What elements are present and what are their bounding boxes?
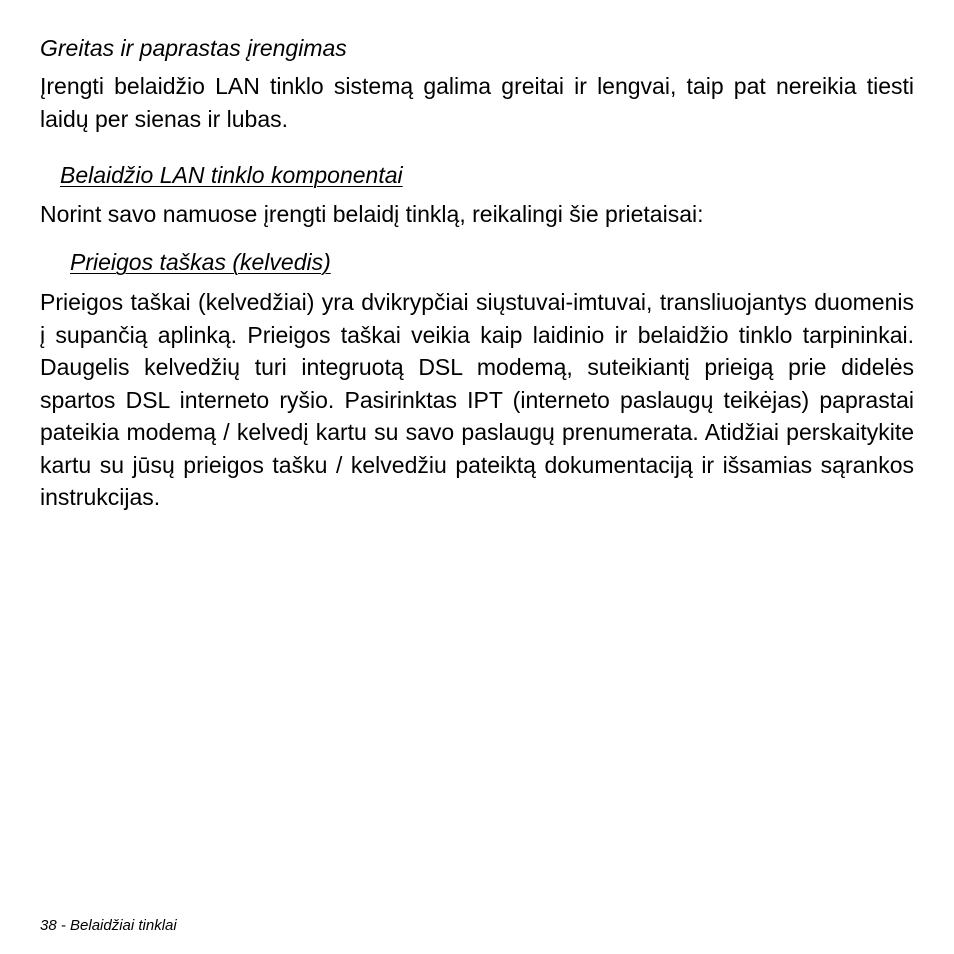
heading-access-point: Prieigos taškas (kelvedis): [70, 249, 331, 275]
page-footer: 38 - Belaidžiai tinklai: [40, 917, 177, 934]
heading-lan-components: Belaidžio LAN tinklo komponentai: [60, 162, 403, 188]
paragraph-access-point: Prieigos taškai (kelvedžiai) yra dvikrypčiai siųstuvai-imtuvai, transliuojantys duomenis į supančią aplinką. Prieigos taškai veikia kaip laidinio ir belaidžio tinklo tarpininkai. Daugelis kelvedžių turi integruotą DSL modemą, suteikiantį prieigą prie didelės spartos DSL interneto ryšio. Pasirinktas IPT (interneto paslaugų teikėjas) paprastai pateikia modemą / kelvedį kartu su savo paslaugų prenumerata. Atidžiai perskaitykite kartu su jūsų prieigos tašku / kelvedžiu pateiktą dokumentaciją ir išsamias sąrankos instrukcijas.: [40, 289, 914, 510]
heading-quick-install: Greitas ir paprastas įrengimas: [40, 35, 347, 61]
document-page: [40, 0, 914, 954]
paragraph-lan-components: Norint savo namuose įrengti belaidį tinklą, reikalingi šie prietaisai:: [40, 201, 704, 227]
paragraph-quick-install: Įrengti belaidžio LAN tinklo sistemą galima greitai ir lengvai, taip pat nereikia tiesti laidų per sienas ir lubas.: [40, 73, 914, 132]
